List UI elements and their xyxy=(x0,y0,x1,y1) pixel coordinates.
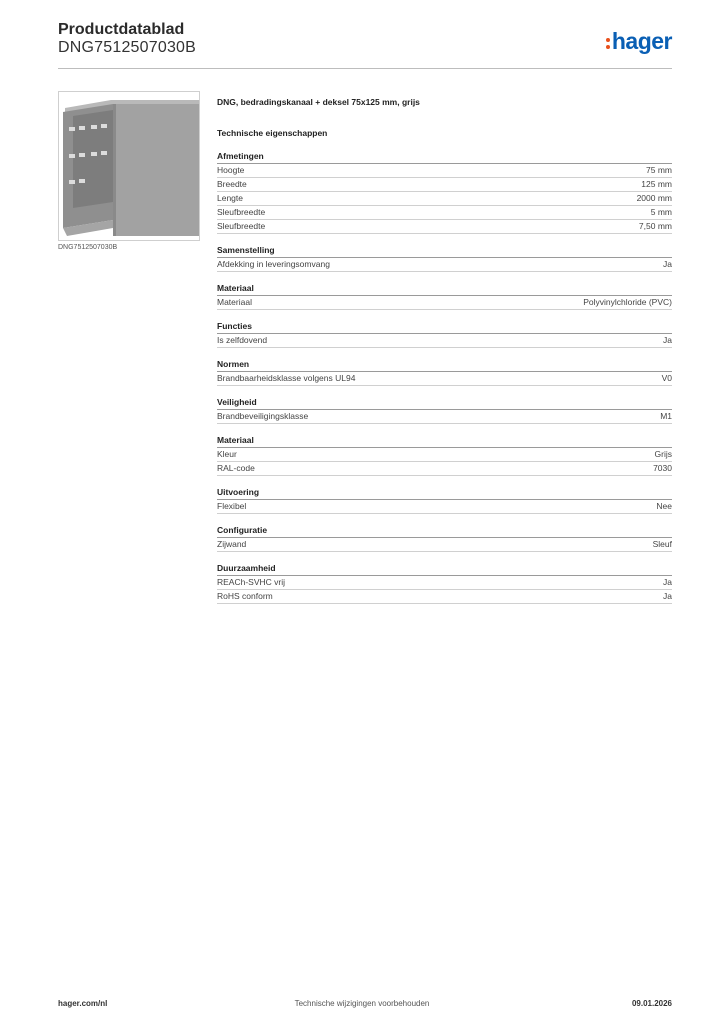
spec-row xyxy=(217,296,672,310)
spec-value: 5 mm xyxy=(650,207,672,217)
spec-row xyxy=(217,258,672,272)
footer-website: hager.com/nl xyxy=(58,999,108,1008)
section-title: Normen xyxy=(217,358,672,372)
spec-row xyxy=(217,372,672,386)
spec-value: Grijs xyxy=(654,449,672,459)
spec-section xyxy=(217,396,672,424)
spec-label: Brandbaarheidsklasse volgens UL94 xyxy=(217,373,356,383)
spec-label: Kleur xyxy=(217,449,237,459)
spec-row xyxy=(217,220,672,234)
spec-value: Ja xyxy=(663,259,672,269)
spec-label: Brandbeveiligingsklasse xyxy=(217,411,309,421)
spec-label: Materiaal xyxy=(217,297,252,307)
spec-row xyxy=(217,178,672,192)
spec-label: RoHS conform xyxy=(217,591,273,601)
spec-label: Hoogte xyxy=(217,165,245,175)
spec-row xyxy=(217,538,672,552)
spec-row xyxy=(217,334,672,348)
tech-properties-title: Technische eigenschappen xyxy=(217,128,328,138)
spec-section xyxy=(217,524,672,552)
section-title: Veiligheid xyxy=(217,396,672,410)
spec-value: Sleuf xyxy=(652,539,672,549)
specification-content xyxy=(217,97,672,604)
spec-value: Nee xyxy=(656,501,672,511)
section-title: Configuratie xyxy=(217,524,672,538)
section-title: Samenstelling xyxy=(217,244,672,258)
spec-value: 7,50 mm xyxy=(638,221,672,231)
spec-value: M1 xyxy=(660,411,672,421)
spec-value: 75 mm xyxy=(646,165,672,175)
spec-label: Sleufbreedte xyxy=(217,221,266,231)
spec-section xyxy=(217,150,672,234)
spec-label: Breedte xyxy=(217,179,247,189)
spec-value: Ja xyxy=(663,577,672,587)
image-caption: DNG7512507030B xyxy=(58,244,118,251)
spec-section xyxy=(217,320,672,348)
spec-value: 7030 xyxy=(653,463,672,473)
spec-row xyxy=(217,462,672,476)
spec-section xyxy=(217,282,672,310)
spec-row xyxy=(217,410,672,424)
spec-label: Afdekking in leveringsomvang xyxy=(217,259,330,269)
product-code: DNG7512507030B xyxy=(58,39,197,56)
spec-value: Ja xyxy=(663,591,672,601)
spec-value: 2000 mm xyxy=(636,193,672,203)
spec-value: V0 xyxy=(661,373,672,383)
spec-value: Polyvinylchloride (PVC) xyxy=(583,297,672,307)
footer-notice: Technische wijzigingen voorbehouden xyxy=(294,999,430,1008)
header-divider xyxy=(58,68,672,69)
spec-section xyxy=(217,358,672,386)
spec-label: Sleufbreedte xyxy=(217,207,266,217)
section-title: Materiaal xyxy=(217,282,672,296)
spec-row xyxy=(217,448,672,462)
section-title: Duurzaamheid xyxy=(217,562,672,576)
logo-text: hager xyxy=(611,28,672,54)
spec-row xyxy=(217,576,672,590)
logo-dots-icon xyxy=(606,38,610,49)
spec-section xyxy=(217,434,672,476)
spec-label: Is zelfdovend xyxy=(217,335,268,345)
section-title: Materiaal xyxy=(217,434,672,448)
product-description: DNG, bedradingskanaal + deksel 75x125 mm, grijs xyxy=(217,97,420,107)
spec-row xyxy=(217,206,672,220)
cable-trunking-icon xyxy=(59,92,199,240)
footer-date: 09.01.2026 xyxy=(631,999,672,1008)
spec-label: RAL-code xyxy=(217,463,255,473)
spec-label: Zijwand xyxy=(217,539,247,549)
section-title: Functies xyxy=(217,320,672,334)
spec-value: 125 mm xyxy=(641,179,672,189)
spec-section xyxy=(217,486,672,514)
spec-label: REACh-SVHC vrij xyxy=(217,577,286,587)
spec-row xyxy=(217,500,672,514)
section-title: Afmetingen xyxy=(217,150,672,164)
spec-section xyxy=(217,562,672,604)
spec-row xyxy=(217,164,672,178)
product-image xyxy=(58,91,200,241)
spec-value: Ja xyxy=(663,335,672,345)
hager-logo xyxy=(606,28,672,55)
spec-sections xyxy=(217,150,672,604)
spec-label: Lengte xyxy=(217,193,243,203)
section-title: Uitvoering xyxy=(217,486,672,500)
spec-label: Flexibel xyxy=(217,501,247,511)
spec-section xyxy=(217,244,672,272)
spec-row xyxy=(217,192,672,206)
spec-row xyxy=(217,590,672,604)
page-title: Productdatablad xyxy=(58,21,185,38)
